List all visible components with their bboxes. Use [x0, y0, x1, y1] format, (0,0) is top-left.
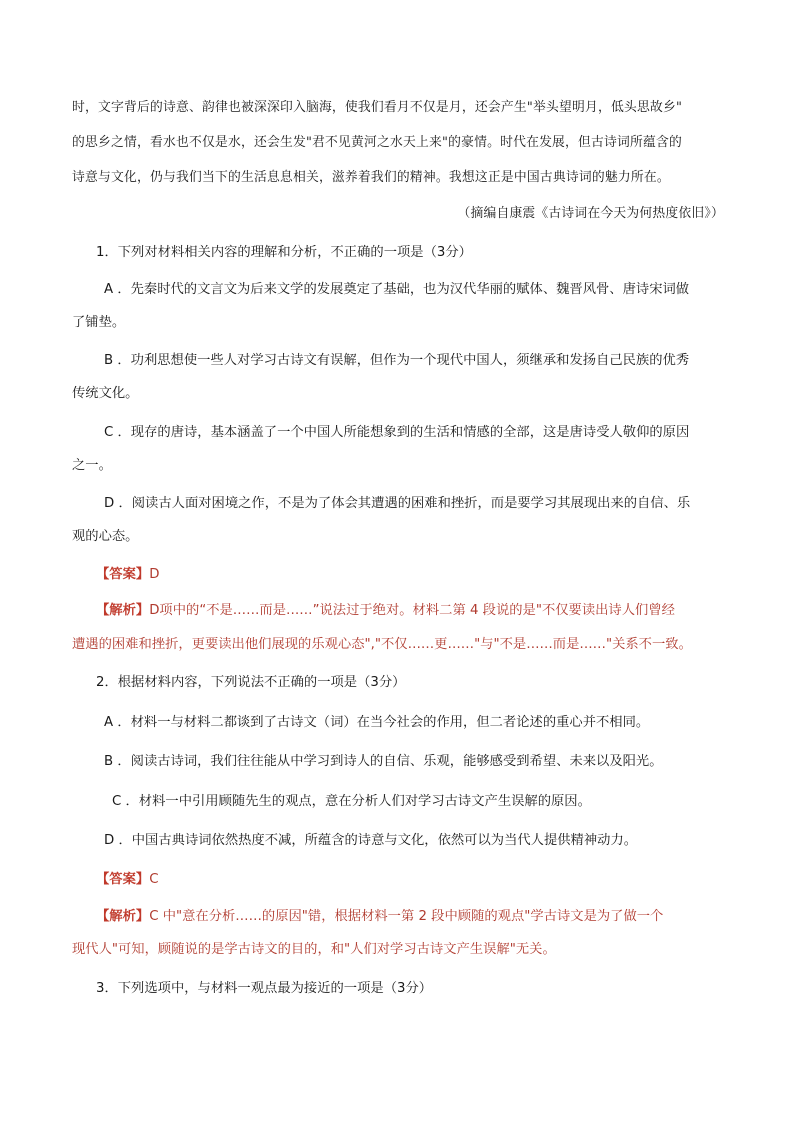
q1-analysis-line-2: 遭遇的困难和挫折，更要读出他们展现的乐观心态","不仅……更……"与"不是……而是……"关系不一致。 — [72, 637, 692, 652]
q1-option-c-line-1: C ．现存的唐诗，基本涵盖了一个中国人所能想象到的生活和情感的全部，这是唐诗受人敬仰的原因 — [104, 425, 690, 440]
question-1-stem: 1．下列对材料相关内容的理解和分析，不正确的一项是（3分） — [96, 245, 472, 260]
q1-option-b-line-1: B ．功利思想使一些人对学习古诗文有误解，但作为一个现代中国人，须继承和发扬自己民族的优秀 — [104, 353, 690, 368]
analysis-tag: 【解析】 — [96, 603, 150, 618]
passage-line-1: 时，文字背后的诗意、韵律也被深深印入脑海，使我们看月不仅是月，还会产生"举头望明月，低头思故乡" — [72, 100, 683, 115]
q2-option-a: A ．材料一与材料二都谈到了古诗文（词）在当今社会的作用，但二者论述的重心并不相同。 — [104, 715, 650, 730]
q1-answer — [96, 565, 159, 585]
analysis-tag: 【解析】 — [96, 909, 150, 924]
q1-option-b-line-2: 传统文化。 — [72, 386, 139, 401]
passage-line-2: 的思乡之情，看水也不仅是水，还会生发"君不见黄河之水天上来"的豪情。时代在发展，但古诗词所蕴含的 — [72, 135, 683, 150]
q1-analysis-line-1 — [96, 601, 675, 621]
analysis-text: C 中"意在分析……的原因"错，根据材料一第 2 段中顾随的观点"学古诗文是为了做一个 — [149, 909, 664, 924]
q2-option-b: B ．阅读古诗词，我们往往能从中学习到诗人的自信、乐观，能够感受到希望、未来以及阳光。 — [104, 754, 663, 769]
q2-analysis-line-2: 现代人"可知，顾随说的是学古诗文的目的，和"人们对学习古诗文产生误解"无关。 — [72, 942, 556, 957]
answer-tag: 【答案】 — [96, 567, 150, 582]
q2-option-c: C ．材料一中引用顾随先生的观点，意在分析人们对学习古诗文产生误解的原因。 — [112, 794, 591, 809]
passage-source: （摘编自康震《古诗词在今天为何热度依旧》） — [457, 206, 724, 221]
q1-option-d-line-1: D ．阅读古人面对困境之作，不是为了体会其遭遇的困难和挫折，而是要学习其展现出来的自信、乐 — [104, 496, 691, 511]
analysis-text: D项中的“不是……而是……”说法过于绝对。材料二第 4 段说的是"不仅要读出诗人们曾经 — [149, 603, 675, 618]
question-3-stem: 3．下列选项中，与材料一观点最为接近的一项是（3分） — [96, 981, 433, 996]
q2-answer — [96, 870, 158, 890]
q1-option-d-line-2: 观的心态。 — [72, 529, 139, 544]
q1-option-c-line-2: 之一。 — [72, 458, 112, 473]
q1-option-a-line-1: A ．先秦时代的文言文为后来文学的发展奠定了基础，也为汉代华丽的赋体、魏晋风骨、唐诗宋词做 — [104, 282, 690, 297]
question-2-stem: 2．根据材料内容，下列说法不正确的一项是（3分） — [96, 675, 406, 690]
answer-value: D — [149, 567, 160, 582]
q2-option-d: D ．中国古典诗词依然热度不减，所蕴含的诗意与文化，依然可以为当代人提供精神动力。 — [104, 833, 638, 848]
q2-analysis-line-1 — [96, 907, 663, 927]
answer-tag: 【答案】 — [96, 872, 150, 887]
answer-value: C — [149, 872, 159, 887]
passage-line-3: 诗意与文化，仍与我们当下的生活息息相关，滋养着我们的精神。我想这正是中国古典诗词的魅力所在。 — [72, 170, 670, 185]
q1-option-a-line-2: 了铺垫。 — [72, 315, 126, 330]
